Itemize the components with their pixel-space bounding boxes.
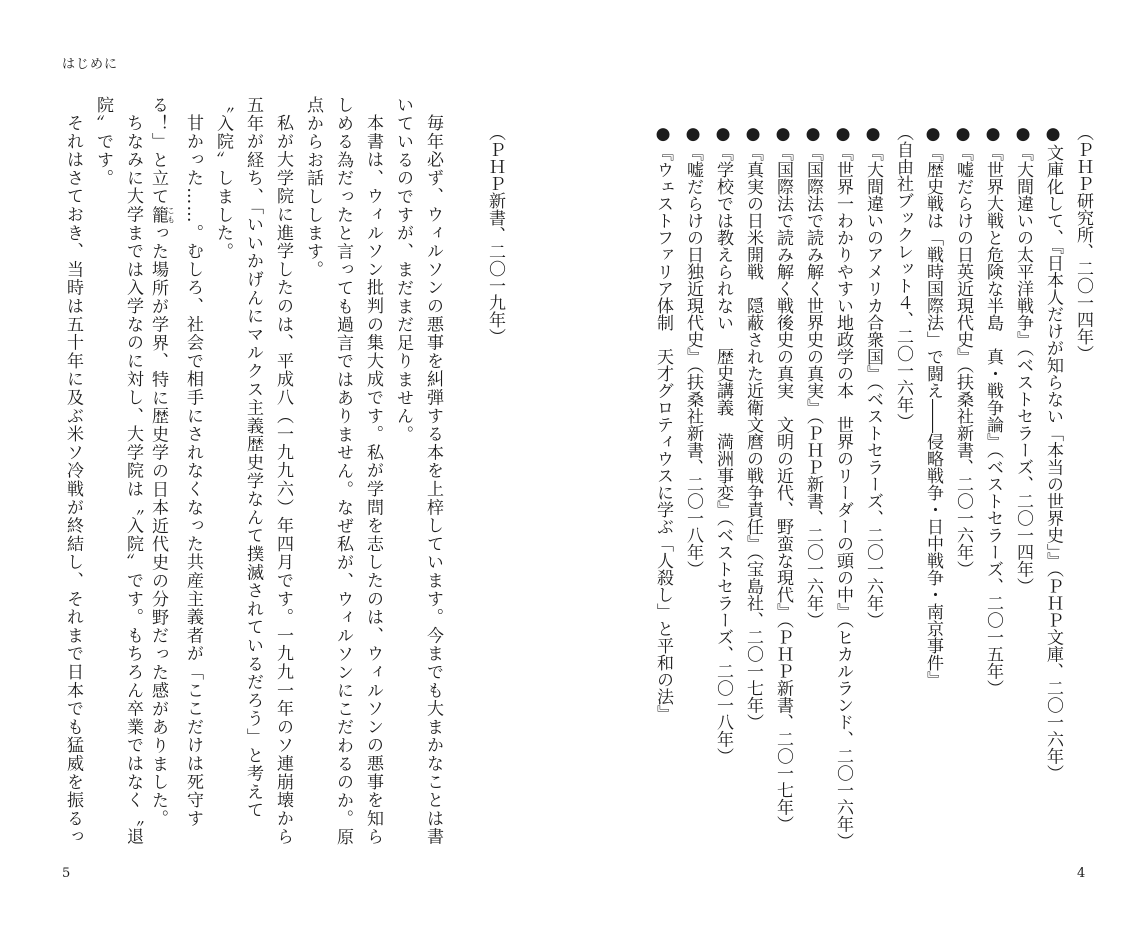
body-text-line: 甘かった……。むしろ、社会で相手にされなくなった共産主義者が「ここだけは死守す [183,114,203,828]
body-text-line: いているのですが、まだまだ足りません。 [393,96,413,444]
ruby-annotation [148,205,176,225]
right-page [574,0,1148,940]
body-text-segment: った場所が学界、特に歴史学の日本近代史の分野だった感がありました。 [148,224,168,829]
book-list-item: ●『歴史戦は「戦時国際法」で闘え――侵略戦争・日中戦争・南京事件』 [923,124,943,688]
book-list-item: ●『大間違いのアメリカ合衆国』（ベストセラーズ、二〇一六年） [863,124,883,629]
body-text-line: 毎年必ず、ウィルソンの悪事を糾弾する本を上梓しています。今までも大まかなことは書 [423,114,443,846]
body-text-line: 院〟です。 [93,96,113,188]
book-list-item: ●『嘘だらけの日英近現代史』（扶桑社新書、二〇一六年） [953,124,973,578]
book-list-item: ●『世界一わかりやすい地政学の本 世界のリーダーの頭の中』（ヒカルランド、二〇一六年） [833,124,853,850]
book-list-item: ●『真実の日米開戦 隠蔽された近衛文麿の戦争責任』（宝島社、二〇一七年） [743,124,763,731]
ruby-base: 籠 [148,205,168,225]
book-list-item: ●『嘘だらけの日独近現代史』（扶桑社新書、二〇一八年） [683,124,703,578]
body-text-line-with-ruby [148,96,176,829]
body-text-line: しめる為だったと言っても過言ではありません。なぜ私が、ウィルソンにこだわるのか。原 [333,96,353,847]
body-text-line: 本書は、ウィルソン批判の集大成です。私が学問を志したのは、ウィルソンの悪事を知ら [363,114,383,846]
book-list-item: ●『大間違いの太平洋戦争』（ベストセラーズ、二〇一四年） [1013,124,1033,595]
book-list-item: ●文庫化して、『日本人だけが知らない「本当の世界史」』（ＰＨＰ文庫、二〇一六年） [1043,124,1063,782]
book-list-item: ●『国際法で読み解く世界史の真実』（ＰＨＰ新書、二〇一六年） [803,124,823,629]
body-text-line: 点からお話しします。 [303,96,323,279]
ruby-reading: こも [166,205,176,225]
book-list-continuation: （ＰＨＰ研究所、二〇一四年） [1073,124,1093,362]
book-list-item: ●『学校では教えられない 歴史講義 満洲事変』（ベストセラーズ、二〇一八年） [713,124,733,765]
body-text-line: 〝入院〟しました。 [213,96,233,261]
book-list-item: ●『国際法で読み解く戦後史の真実 文明の近代、野蛮な現代』（ＰＨＰ新書、二〇一七年） [773,124,793,833]
running-header: はじめに [62,57,119,72]
book-list-item: ●『ウェストファリア体制 天才グロティウスに学ぶ「人殺し」と平和の法』 [653,124,673,722]
body-text-segment: る！」と立て [148,96,168,206]
body-text-line: それはさておき、当時は五十年に及ぶ米ソ冷戦が終結し、それまで日本でも猛威を振るっ [63,114,83,846]
body-text-line: ちなみに大学までは入学なのに対し、大学院は〝入院〟です。もちろん卒業ではなく〝退 [123,114,143,846]
page-number: 5 [62,866,71,881]
body-text-line: 私が大学院に進学したのは、平成八（一九九六）年四月です。一九九一年のソ連崩壊から [273,114,293,846]
page-number: 4 [1077,866,1086,881]
body-text-line: 五年が経ち、「いいかげんにマルクス主義歴史学なんて撲滅されているだろう」と考えて [243,96,263,820]
book-list-continuation: （ＰＨＰ新書、二〇一九年） [485,124,505,345]
book-list-item: ●『世界大戦と危険な半島 真・戦争論』（ベストセラーズ、二〇一五年） [983,124,1003,697]
book-list-continuation: （自由社ブックレット４、二〇一六年） [893,124,913,430]
